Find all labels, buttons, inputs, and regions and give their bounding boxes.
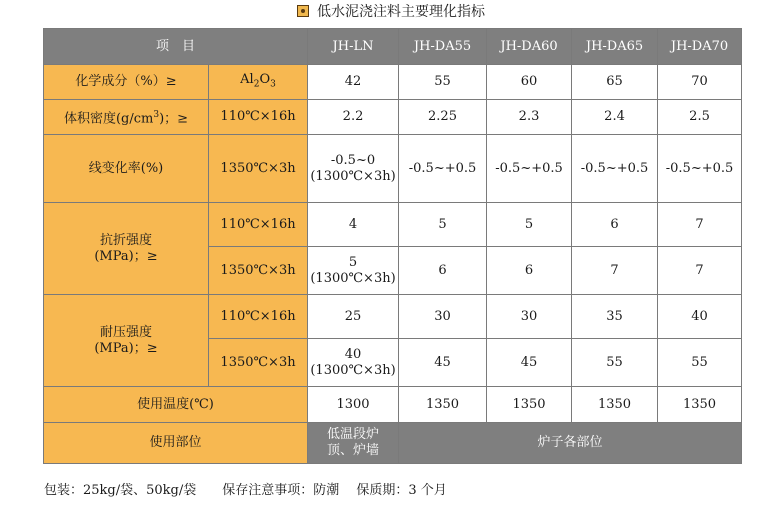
row-cond-flexural-1: 110℃×16h (209, 203, 308, 247)
row-label-compressive: 耐压强度 (MPa)；≥ (44, 295, 209, 387)
cell-value: 45 (399, 339, 487, 387)
row-label-density: 体积密度$(g/cm^3)$；≥ (44, 100, 209, 135)
cell-value: 60 (487, 65, 572, 100)
row-label-flexural: 抗折强度 (MPa)；≥ (44, 203, 209, 295)
cell-value: 5 (487, 203, 572, 247)
table-row (44, 387, 742, 423)
row-cond-al2o3: $Al_2O_3$ (209, 65, 308, 100)
cell-value: 1350 (658, 387, 742, 423)
cell-value: 7 (658, 247, 742, 295)
cell-value: -0.5~+0.5 (658, 135, 742, 203)
cell-value: 2.5 (658, 100, 742, 135)
cell-value: 45 (487, 339, 572, 387)
cell-value: 55 (658, 339, 742, 387)
table-row (44, 295, 742, 339)
cell-value: 6 (487, 247, 572, 295)
cell-value: 2.3 (487, 100, 572, 135)
cell-value: 5 (399, 203, 487, 247)
header-col: JH-DA65 (572, 29, 658, 65)
cell-value: 30 (487, 295, 572, 339)
cell-value: 7 (572, 247, 658, 295)
cell-value: 40 (1300℃×3h) (308, 339, 399, 387)
bullet-icon (297, 5, 309, 17)
footer-note: 包装：25kg/袋、50kg/袋 保存注意事项：防潮 保质期：3 个月 (44, 483, 447, 498)
row-cond-density: 110℃×16h (209, 100, 308, 135)
cell-value: -0.5~+0.5 (487, 135, 572, 203)
cell-value: 30 (399, 295, 487, 339)
table-row (44, 100, 742, 135)
cell-value: -0.5~+0.5 (399, 135, 487, 203)
table-row (44, 65, 742, 100)
cell-value: 55 (572, 339, 658, 387)
row-cond-linear: 1350℃×3h (209, 135, 308, 203)
header-col: JH-DA70 (658, 29, 742, 65)
header-row (44, 29, 742, 65)
cell-value: 1350 (399, 387, 487, 423)
cell-value: 6 (572, 203, 658, 247)
table-title (0, 3, 782, 21)
cell-value: 25 (308, 295, 399, 339)
cell-value: 1350 (487, 387, 572, 423)
row-cond-compressive-1: 110℃×16h (209, 295, 308, 339)
cell-value: 1350 (572, 387, 658, 423)
table-row (44, 203, 742, 247)
cell-value: 55 (399, 65, 487, 100)
cell-value: 2.4 (572, 100, 658, 135)
cell-value: 炉子各部位 (399, 423, 742, 464)
header-col: JH-DA60 (487, 29, 572, 65)
cell-value: 70 (658, 65, 742, 100)
cell-value: 7 (658, 203, 742, 247)
cell-value: 40 (658, 295, 742, 339)
cell-value: 4 (308, 203, 399, 247)
row-cond-flexural-2: 1350℃×3h (209, 247, 308, 295)
cell-value: 6 (399, 247, 487, 295)
table-row (44, 135, 742, 203)
header-col: JH-DA55 (399, 29, 487, 65)
header-item: 项 目 (44, 29, 308, 65)
cell-value: 65 (572, 65, 658, 100)
table-row (44, 423, 742, 464)
cell-value: 35 (572, 295, 658, 339)
cell-value: 低温段炉 顶、炉墙 (308, 423, 399, 464)
row-label-usage: 使用部位 (44, 423, 308, 464)
cell-value: -0.5~0 (1300℃×3h) (308, 135, 399, 203)
cell-value: 5 (1300℃×3h) (308, 247, 399, 295)
cell-value: -0.5~+0.5 (572, 135, 658, 203)
title-text: 低水泥浇注料主要理化指标 (317, 4, 485, 20)
cell-value: 2.25 (399, 100, 487, 135)
header-col: JH-LN (308, 29, 399, 65)
spec-table (43, 28, 742, 464)
row-label-temp: 使用温度(℃) (44, 387, 308, 423)
row-cond-compressive-2: 1350℃×3h (209, 339, 308, 387)
cell-value: 42 (308, 65, 399, 100)
cell-value: 1300 (308, 387, 399, 423)
cell-value: 2.2 (308, 100, 399, 135)
row-label-linear: 线变化率(%) (44, 135, 209, 203)
row-label-al2o3: 化学成分（%）≥ (44, 65, 209, 100)
